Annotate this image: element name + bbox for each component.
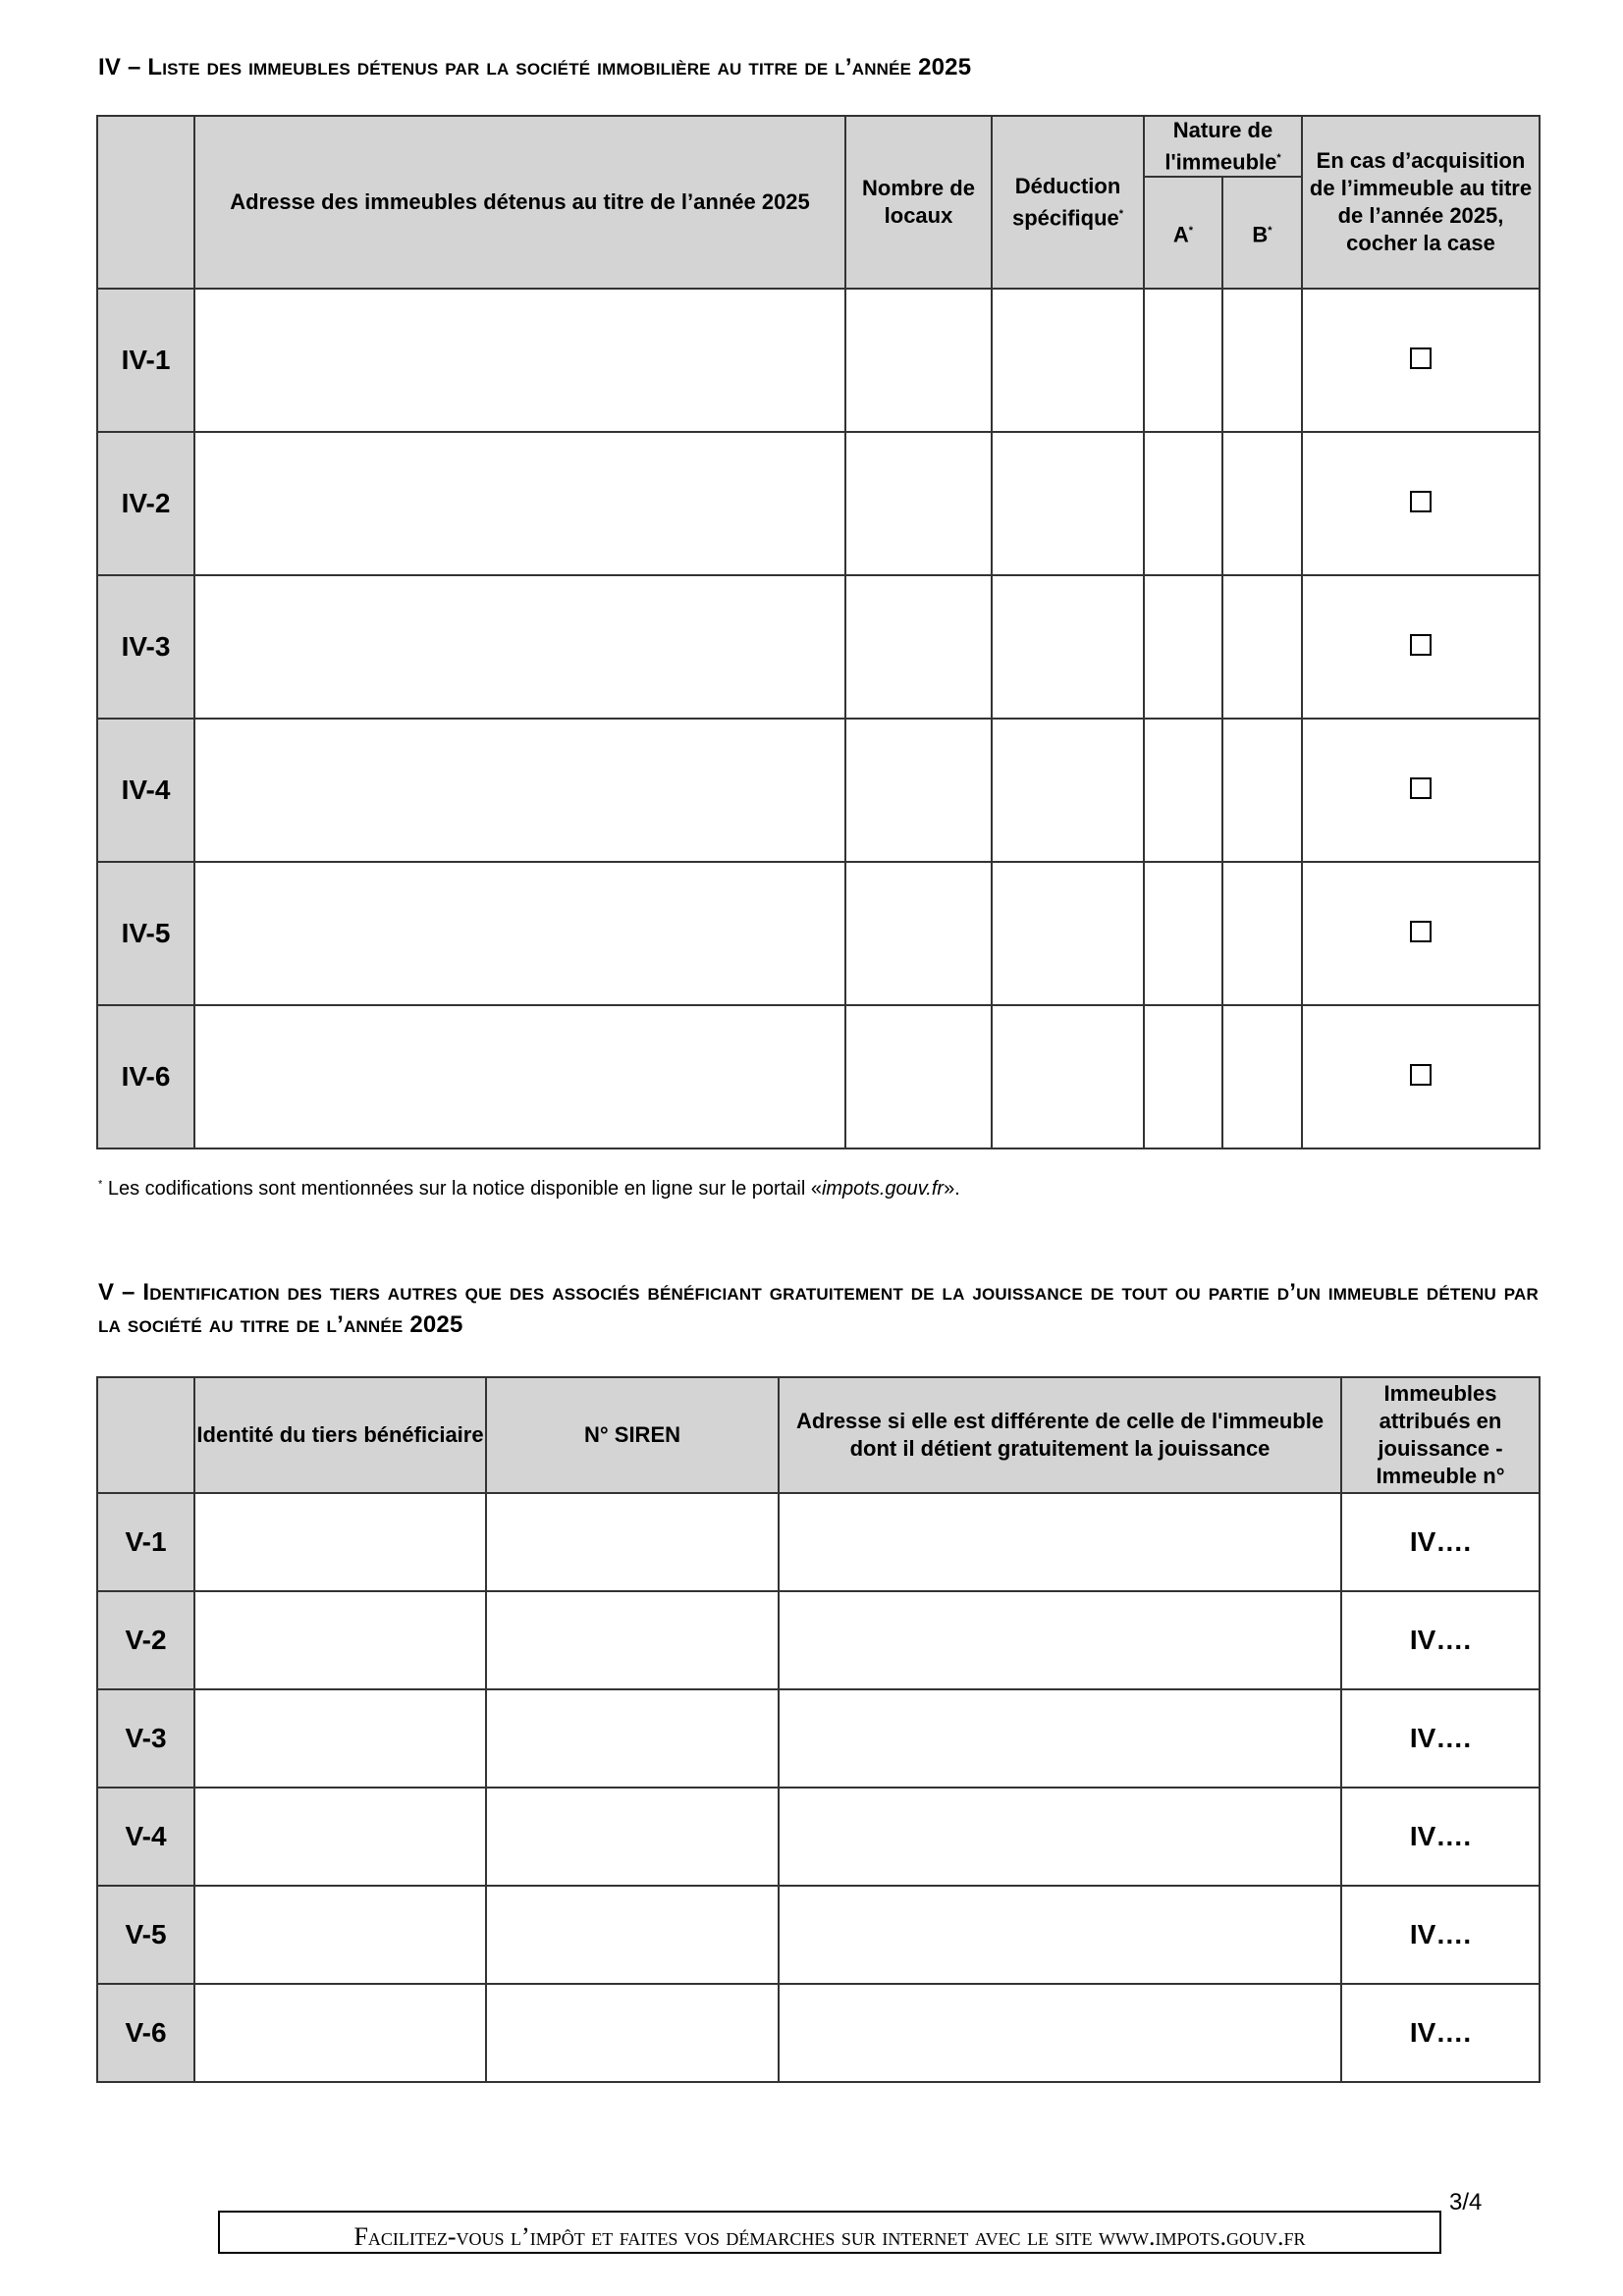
immeuble-row	[97, 862, 1540, 1005]
row-label-header	[97, 116, 194, 289]
immeuble-ref-cell[interactable]: IV….	[1341, 1689, 1540, 1788]
nature-b-cell[interactable]	[1222, 289, 1302, 432]
address-cell[interactable]	[194, 862, 845, 1005]
footer-banner: Facilitez-vous l’impôt et faites vos démarches sur internet avec le site www.impots.gouv.fr	[218, 2211, 1441, 2254]
identite-header: Identité du tiers bénéficiaire	[194, 1377, 486, 1493]
siren-cell[interactable]	[486, 1984, 779, 2082]
identite-cell[interactable]	[194, 1689, 486, 1788]
nature-a-cell[interactable]	[1144, 289, 1222, 432]
row-label: IV-4	[97, 719, 194, 862]
address-header: Adresse des immeubles détenus au titre de l’année 2025	[194, 116, 845, 289]
nature-a-cell[interactable]	[1144, 1005, 1222, 1148]
row-label: V-1	[97, 1493, 194, 1591]
immeuble-row	[97, 1005, 1540, 1148]
address-cell[interactable]	[194, 289, 845, 432]
immeubles-table	[96, 115, 1541, 1149]
siren-cell[interactable]	[486, 1886, 779, 1984]
nature-a-cell[interactable]	[1144, 575, 1222, 719]
nature-b-cell[interactable]	[1222, 1005, 1302, 1148]
tiers-row	[97, 1886, 1540, 1984]
identite-cell[interactable]	[194, 1984, 486, 2082]
immeuble-ref-cell[interactable]: IV….	[1341, 1591, 1540, 1689]
nombre-locaux-cell[interactable]	[845, 575, 992, 719]
deduction-cell[interactable]	[992, 1005, 1144, 1148]
immeuble-row	[97, 289, 1540, 432]
siren-header: N° SIREN	[486, 1377, 779, 1493]
nombre-locaux-cell[interactable]	[845, 432, 992, 575]
acquisition-checkbox[interactable]	[1410, 1064, 1432, 1086]
section-v-title: V – Identification des tiers autres que des associés bénéficiant gratuitement de la jouissance de tout ou partie d’un immeuble détenu par la société au titre de l’année 2025	[98, 1279, 1539, 1338]
acquisition-checkbox[interactable]	[1410, 347, 1432, 369]
row-label: V-6	[97, 1984, 194, 2082]
nature-b-cell[interactable]	[1222, 575, 1302, 719]
deduction-cell[interactable]	[992, 575, 1144, 719]
identite-cell[interactable]	[194, 1591, 486, 1689]
nombre-locaux-cell[interactable]	[845, 862, 992, 1005]
deduction-cell[interactable]	[992, 862, 1144, 1005]
row-label: V-5	[97, 1886, 194, 1984]
acquisition-checkbox[interactable]	[1410, 921, 1432, 942]
impots-link[interactable]: impots.gouv.fr	[821, 1178, 945, 1200]
identite-cell[interactable]	[194, 1493, 486, 1591]
address-cell[interactable]	[194, 575, 845, 719]
tiers-row	[97, 1591, 1540, 1689]
immeuble-row	[97, 719, 1540, 862]
deduction-cell[interactable]	[992, 719, 1144, 862]
row-label: IV-1	[97, 289, 194, 432]
tiers-table	[96, 1376, 1541, 2083]
acquisition-cell	[1302, 289, 1540, 432]
tiers-row	[97, 1493, 1540, 1591]
row-label: V-4	[97, 1788, 194, 1886]
deduction-cell[interactable]	[992, 432, 1144, 575]
section-iv-title: IV – Liste des immeubles détenus par la société immobilière au titre de l’année 2025	[98, 54, 972, 80]
acquisition-checkbox[interactable]	[1410, 491, 1432, 512]
row-label: IV-5	[97, 862, 194, 1005]
acquisition-cell	[1302, 862, 1540, 1005]
immeuble-row	[97, 575, 1540, 719]
nombre-locaux-cell[interactable]	[845, 289, 992, 432]
nature-a-cell[interactable]	[1144, 862, 1222, 1005]
nature-b-cell[interactable]	[1222, 719, 1302, 862]
row-label: IV-2	[97, 432, 194, 575]
identite-cell[interactable]	[194, 1788, 486, 1886]
nombre-locaux-cell[interactable]	[845, 1005, 992, 1148]
nombre-locaux-cell[interactable]	[845, 719, 992, 862]
footnote: * Les codifications sont mentionnées sur la notice disponible en ligne sur le portail «impots.gouv.fr».	[98, 1178, 960, 1200]
acquisition-header: En cas d’acquisition de l’immeuble au titre de l’année 2025, cocher la case	[1302, 116, 1540, 289]
tiers-row	[97, 1984, 1540, 2082]
acquisition-cell	[1302, 1005, 1540, 1148]
row-label-header	[97, 1377, 194, 1493]
immeubles-header: Immeubles attribués en jouissance - Immeuble n°	[1341, 1377, 1540, 1493]
siren-cell[interactable]	[486, 1493, 779, 1591]
address-cell[interactable]	[194, 1005, 845, 1148]
immeuble-row	[97, 432, 1540, 575]
acquisition-checkbox[interactable]	[1410, 777, 1432, 799]
acquisition-cell	[1302, 432, 1540, 575]
nature-a-cell[interactable]	[1144, 719, 1222, 862]
row-label: IV-3	[97, 575, 194, 719]
adresse-cell[interactable]	[779, 1984, 1341, 2082]
nature-a-cell[interactable]	[1144, 432, 1222, 575]
address-cell[interactable]	[194, 432, 845, 575]
deduction-header: Déduction spécifique*	[992, 116, 1144, 289]
adresse-header: Adresse si elle est différente de celle de l'immeuble dont il détient gratuitement la jouissance	[779, 1377, 1341, 1493]
acquisition-checkbox[interactable]	[1410, 634, 1432, 656]
immeuble-ref-cell[interactable]: IV….	[1341, 1493, 1540, 1591]
immeuble-ref-cell[interactable]: IV….	[1341, 1886, 1540, 1984]
tiers-row	[97, 1788, 1540, 1886]
siren-cell[interactable]	[486, 1591, 779, 1689]
nature-header: Nature de l'immeuble*	[1144, 116, 1302, 177]
adresse-cell[interactable]	[779, 1788, 1341, 1886]
nature-b-cell[interactable]	[1222, 432, 1302, 575]
siren-cell[interactable]	[486, 1689, 779, 1788]
row-label: IV-6	[97, 1005, 194, 1148]
tiers-row	[97, 1689, 1540, 1788]
deduction-cell[interactable]	[992, 289, 1144, 432]
siren-cell[interactable]	[486, 1788, 779, 1886]
adresse-cell[interactable]	[779, 1493, 1341, 1591]
identite-cell[interactable]	[194, 1886, 486, 1984]
adresse-cell[interactable]	[779, 1689, 1341, 1788]
immeuble-ref-cell[interactable]: IV….	[1341, 1984, 1540, 2082]
acquisition-cell	[1302, 719, 1540, 862]
nombre-locaux-header: Nombre de locaux	[845, 116, 992, 289]
nature-a-header: A*	[1144, 177, 1222, 289]
row-label: V-3	[97, 1689, 194, 1788]
page-number: 3/4	[1449, 2189, 1483, 2216]
adresse-cell[interactable]	[779, 1886, 1341, 1984]
row-label: V-2	[97, 1591, 194, 1689]
acquisition-cell	[1302, 575, 1540, 719]
address-cell[interactable]	[194, 719, 845, 862]
immeuble-ref-cell[interactable]: IV….	[1341, 1788, 1540, 1886]
adresse-cell[interactable]	[779, 1591, 1341, 1689]
nature-b-header: B*	[1222, 177, 1302, 289]
nature-b-cell[interactable]	[1222, 862, 1302, 1005]
